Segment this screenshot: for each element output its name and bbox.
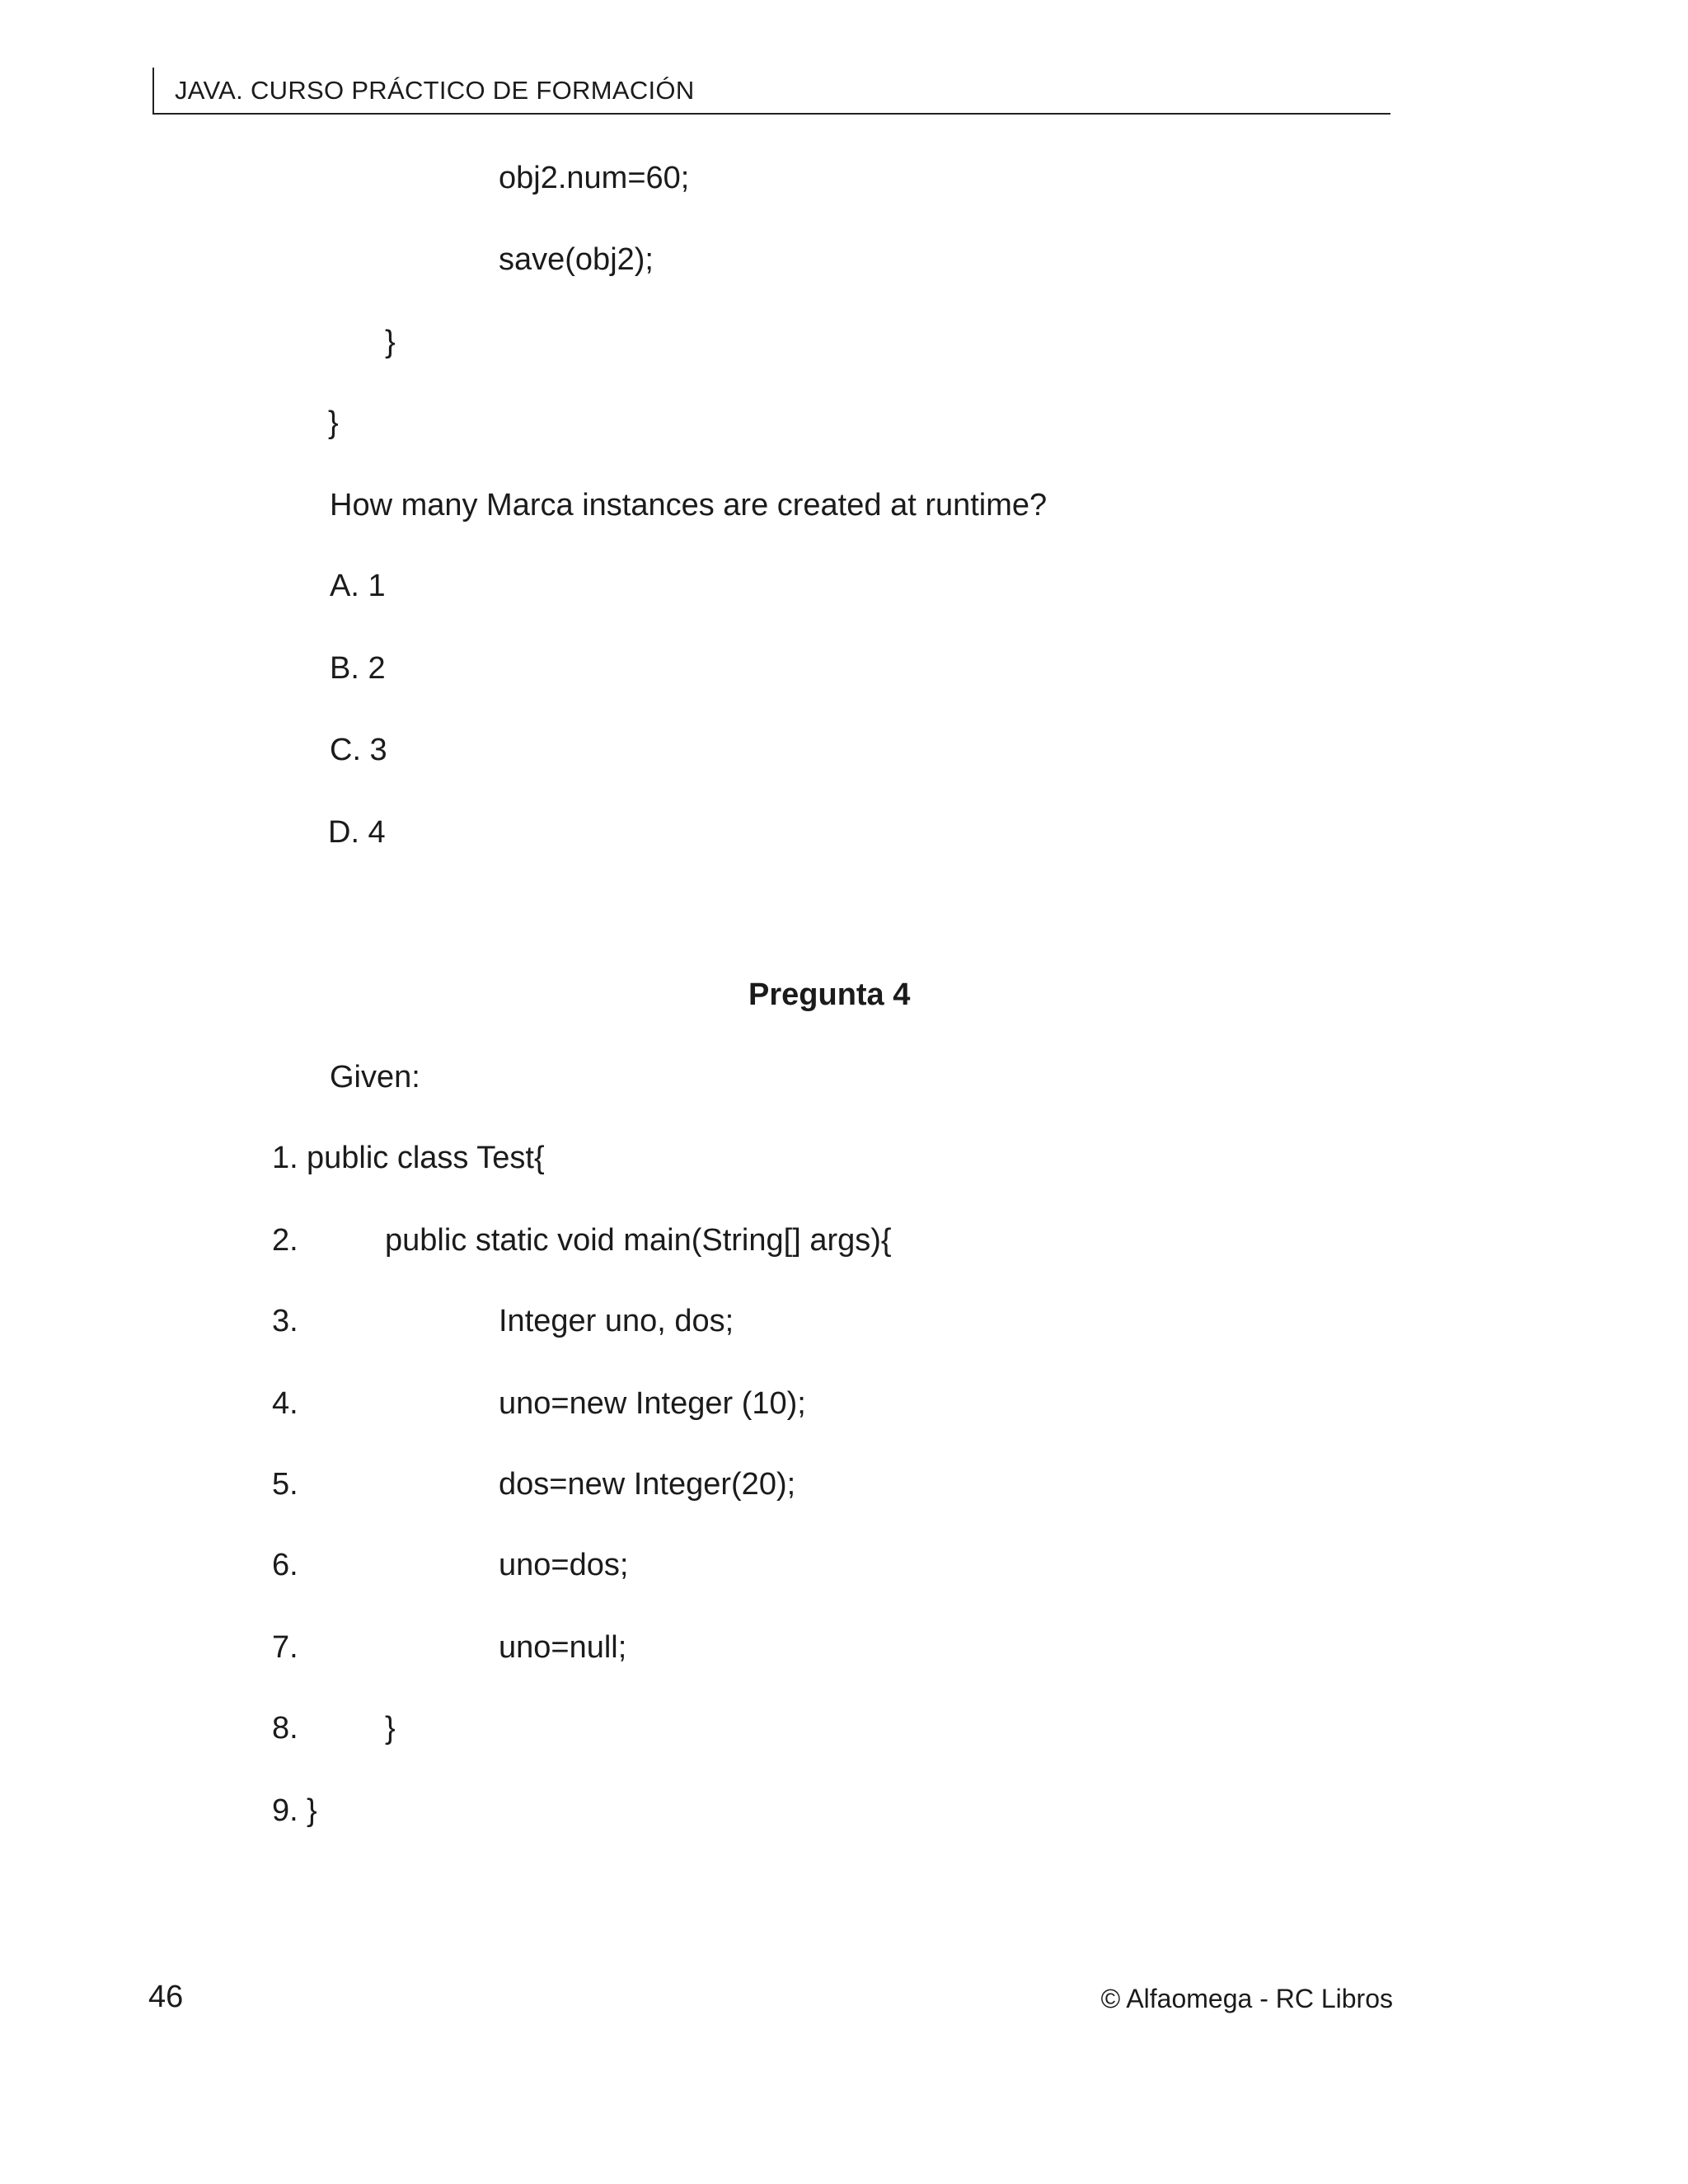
code-line: uno=new Integer (10); xyxy=(499,1386,806,1421)
code-line: uno=dos; xyxy=(499,1548,629,1582)
header-left-rule xyxy=(152,68,154,115)
footer-credit: © Alfaomega - RC Libros xyxy=(1100,1984,1393,2013)
running-header: JAVA. CURSO PRÁCTICO DE FORMACIÓN xyxy=(175,76,695,105)
answer-option-d: D. 4 xyxy=(328,815,386,850)
code-line: uno=null; xyxy=(499,1630,627,1665)
code-line: public static void main(String[] args){ xyxy=(385,1223,892,1258)
line-number: 8. xyxy=(272,1711,298,1746)
question-text: How many Marca instances are created at runtime? xyxy=(330,488,1048,523)
code-closing-brace: } xyxy=(385,1711,396,1746)
code-line: Integer uno, dos; xyxy=(499,1304,734,1338)
line-number: 5. xyxy=(272,1467,298,1502)
code-line: dos=new Integer(20); xyxy=(499,1467,796,1502)
page-number: 46 xyxy=(148,1980,184,2014)
line-number: 2. xyxy=(272,1223,298,1258)
code-closing-brace: } xyxy=(328,405,339,440)
answer-option-c: C. 3 xyxy=(330,733,387,767)
answer-option-a: A. 1 xyxy=(330,569,386,603)
line-number: 6. xyxy=(272,1548,298,1582)
line-number: 9. xyxy=(272,1793,298,1828)
code-line: public class Test{ xyxy=(307,1141,545,1175)
answer-option-b: B. 2 xyxy=(330,651,386,686)
line-number: 1. xyxy=(272,1141,298,1175)
code-line: obj2.num=60; xyxy=(499,161,690,195)
given-label: Given: xyxy=(330,1060,420,1094)
code-line: save(obj2); xyxy=(499,242,654,277)
section-title: Pregunta 4 xyxy=(748,977,911,1012)
line-number: 4. xyxy=(272,1386,298,1421)
line-number: 3. xyxy=(272,1304,298,1338)
line-number: 7. xyxy=(272,1630,298,1665)
header-underline xyxy=(152,113,1390,115)
code-closing-brace: } xyxy=(307,1793,317,1828)
code-closing-brace: } xyxy=(385,325,396,359)
